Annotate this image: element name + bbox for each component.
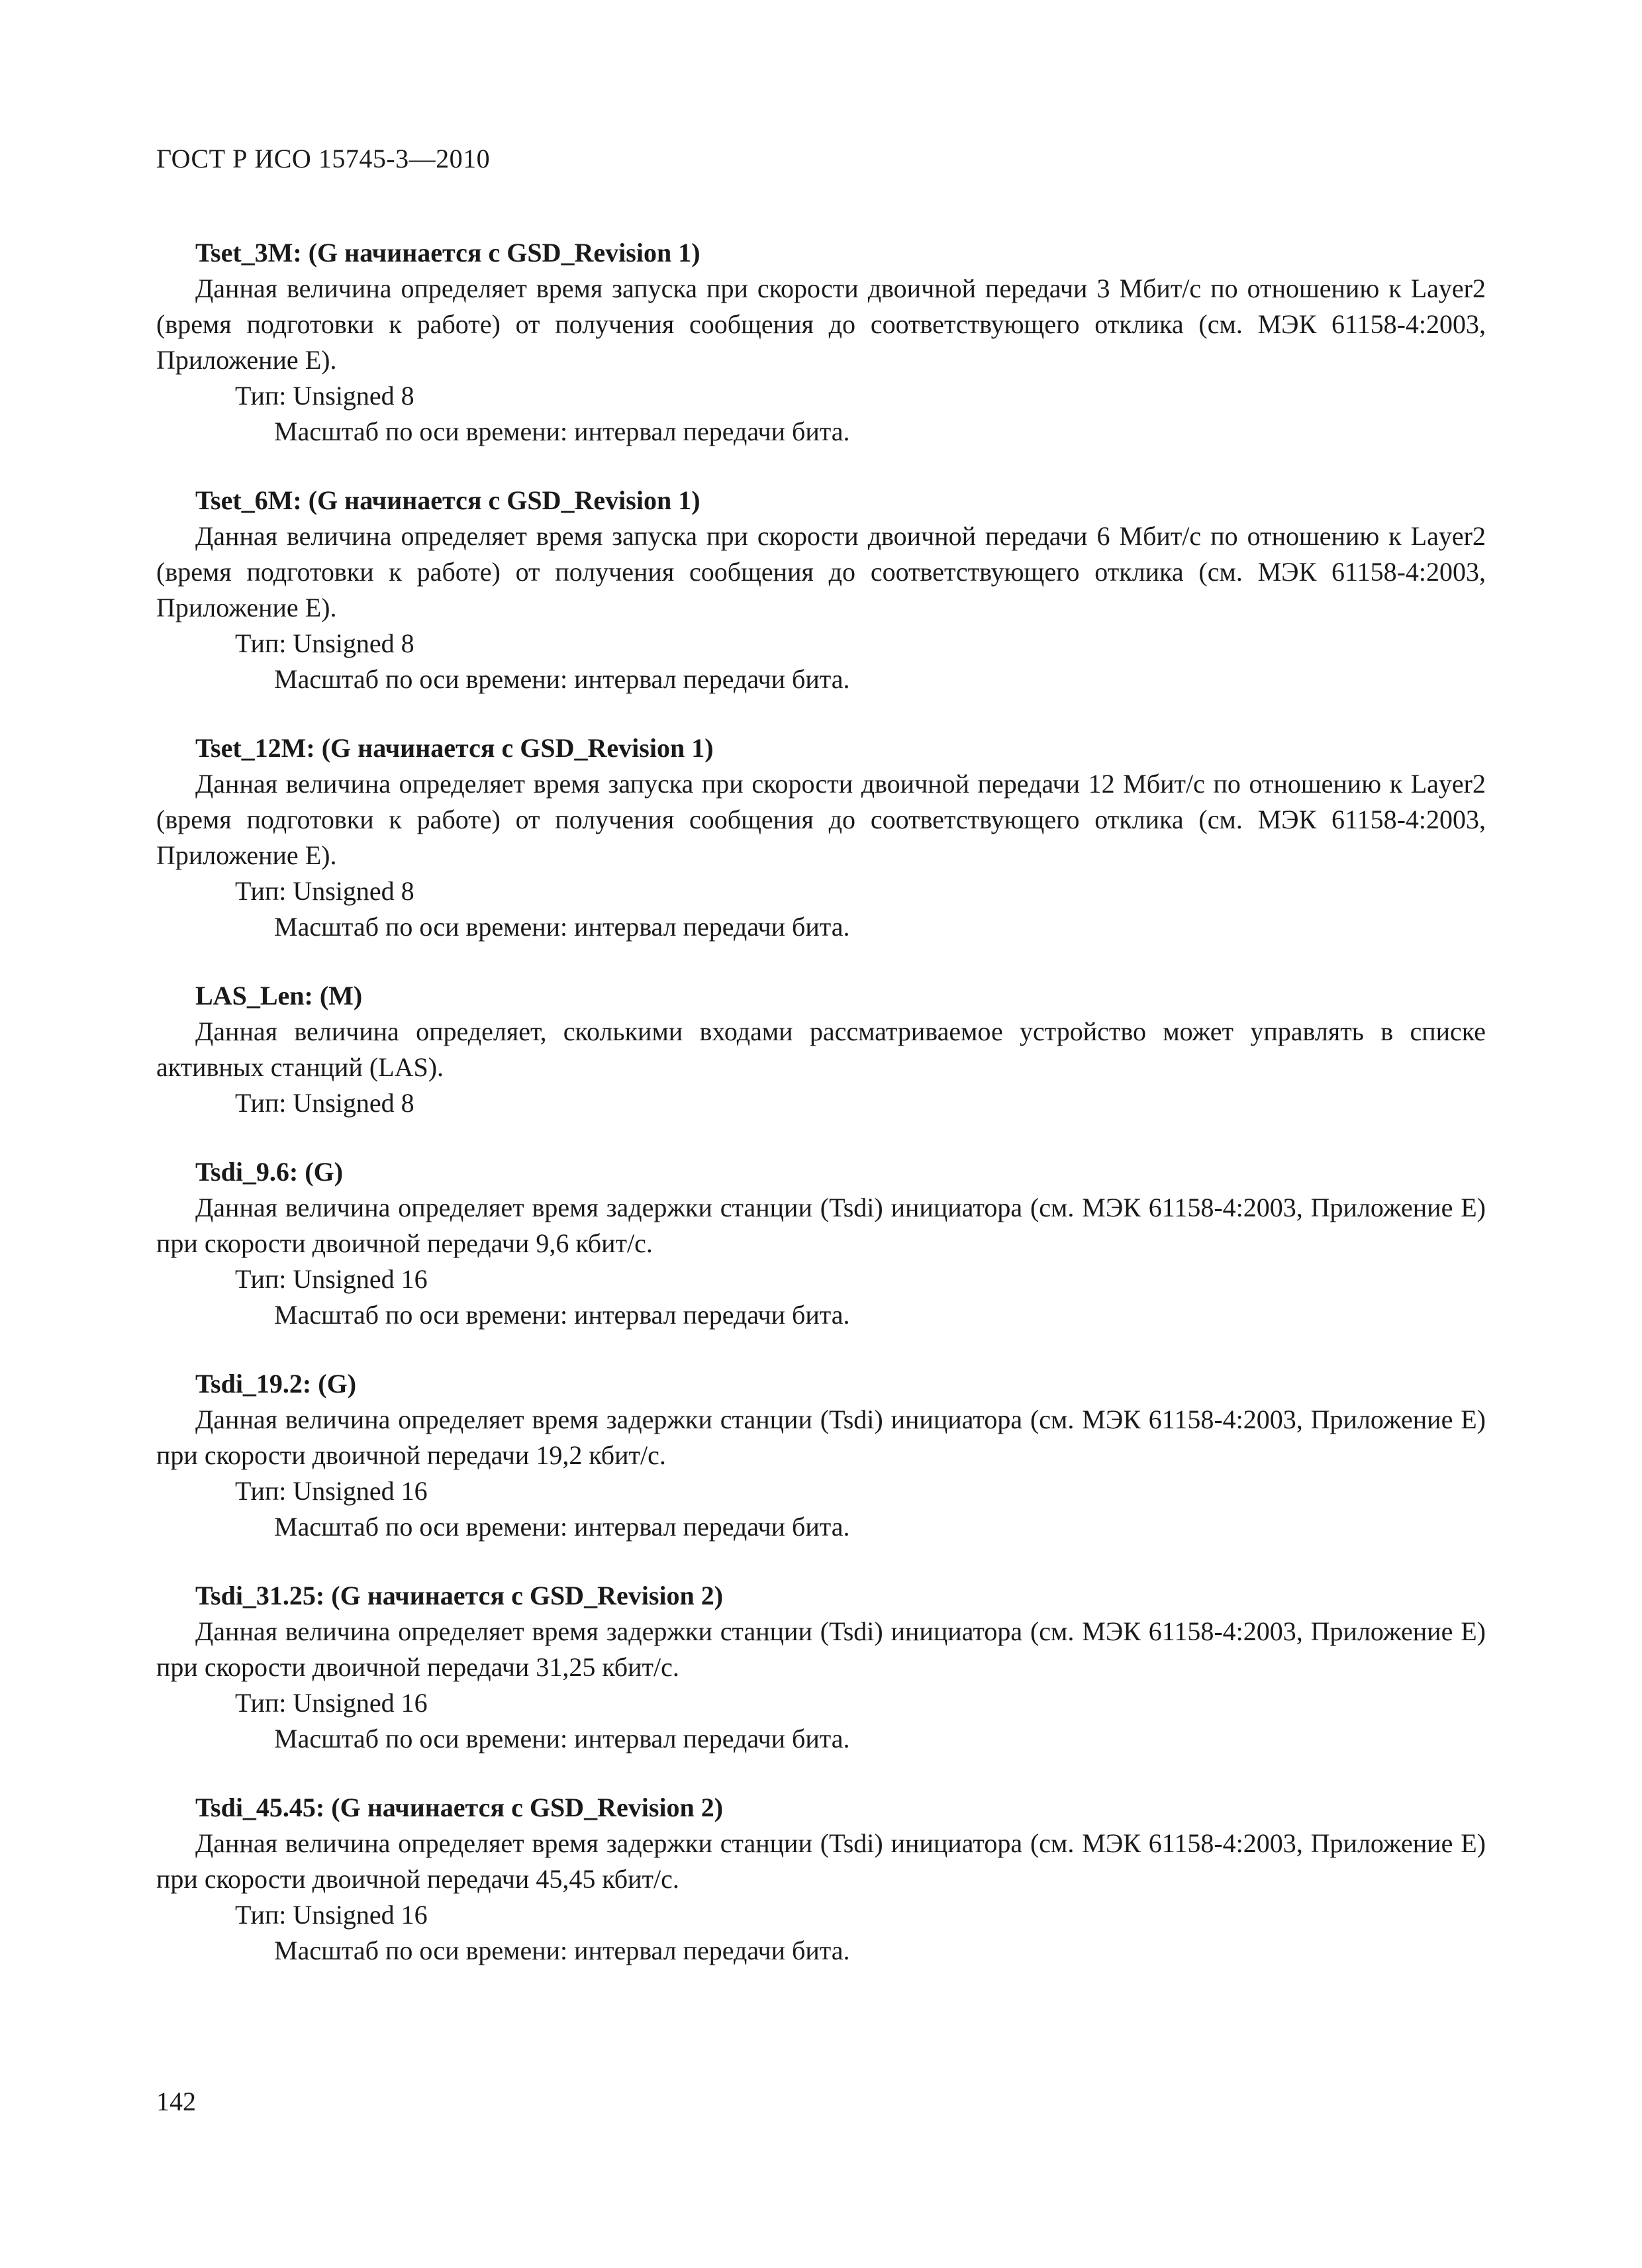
parameter-entry [156, 1154, 1486, 1333]
parameter-title: Tset_3M: (G начинается с GSD_Revision 1) [195, 238, 700, 268]
page-header-standard: ГОСТ Р ИСО 15745-3—2010 [156, 144, 491, 173]
parameter-entry [156, 978, 1486, 1121]
parameter-title: Tsdi_45.45: (G начинается с GSD_Revision 2) [195, 1793, 724, 1822]
parameter-entry [156, 730, 1486, 945]
parameter-scale: Масштаб по оси времени: интервал передачи бита. [274, 1724, 850, 1753]
parameter-type: Тип: Unsigned 8 [235, 876, 414, 906]
parameter-title: LAS_Len: (M) [195, 981, 363, 1011]
parameter-type: Тип: Unsigned 16 [235, 1476, 428, 1506]
parameter-description: Данная величина определяет время запуска при скорости двоичной передачи 3 Мбит/с по отношению к Layer2 (время подготовки к работе) от получения сообщения до соответствующего отклика (см. МЭК 61158-4:2003, Приложение Е). [156, 273, 1486, 375]
parameter-entry [156, 235, 1486, 450]
parameter-description: Данная величина определяет время задержки станции (Tsdi) инициатора (см. МЭК 61158-4:2003, Приложение Е) при скорости двоичной передачи 31,25 кбит/с. [156, 1616, 1486, 1682]
parameter-description: Данная величина определяет время задержки станции (Tsdi) инициатора (см. МЭК 61158-4:2003, Приложение Е) при скорости двоичной передачи 45,45 кбит/с. [156, 1828, 1486, 1894]
parameter-description: Данная величина определяет время задержки станции (Tsdi) инициатора (см. МЭК 61158-4:2003, Приложение Е) при скорости двоичной передачи 9,6 кбит/с. [156, 1193, 1486, 1258]
parameter-title: Tset_12M: (G начинается с GSD_Revision 1) [195, 733, 714, 763]
parameter-description: Данная величина определяет, сколькими входами рассматриваемое устройство может управлять в списке активных станций (LAS). [156, 1016, 1486, 1082]
parameter-title: Tsdi_19.2: (G) [195, 1369, 357, 1399]
parameter-type: Тип: Unsigned 8 [235, 381, 414, 411]
parameter-entry [156, 1366, 1486, 1545]
parameter-entry [156, 1790, 1486, 1969]
parameter-title: Tsdi_31.25: (G начинается с GSD_Revision 2) [195, 1581, 724, 1610]
parameter-description: Данная величина определяет время запуска при скорости двоичной передачи 12 Мбит/с по отношению к Layer2 (время подготовки к работе) от получения сообщения до соответствующего отклика (см. МЭК 61158-4:2003, Приложение Е). [156, 769, 1486, 870]
parameter-type: Тип: Unsigned 8 [235, 628, 414, 658]
parameter-scale: Масштаб по оси времени: интервал передачи бита. [274, 417, 850, 446]
parameter-entry [156, 483, 1486, 697]
parameter-description: Данная величина определяет время запуска при скорости двоичной передачи 6 Мбит/с по отношению к Layer2 (время подготовки к работе) от получения сообщения до соответствующего отклика (см. МЭК 61158-4:2003, Приложение Е). [156, 521, 1486, 622]
parameter-title: Tset_6M: (G начинается с GSD_Revision 1) [195, 485, 700, 515]
parameter-scale: Масштаб по оси времени: интервал передачи бита. [274, 1512, 850, 1542]
page-number: 142 [156, 2087, 196, 2116]
parameter-scale: Масштаб по оси времени: интервал передачи бита. [274, 664, 850, 694]
parameter-type: Тип: Unsigned 16 [235, 1688, 428, 1718]
parameter-type: Тип: Unsigned 8 [235, 1088, 414, 1118]
parameter-type: Тип: Unsigned 16 [235, 1264, 428, 1294]
parameter-scale: Масштаб по оси времени: интервал передачи бита. [274, 1936, 850, 1965]
parameter-entry [156, 1578, 1486, 1757]
parameter-type: Тип: Unsigned 16 [235, 1900, 428, 1930]
document-body [156, 235, 1486, 2002]
parameter-scale: Масштаб по оси времени: интервал передачи бита. [274, 912, 850, 942]
parameter-scale: Масштаб по оси времени: интервал передачи бита. [274, 1300, 850, 1330]
parameter-title: Tsdi_9.6: (G) [195, 1157, 344, 1187]
parameter-description: Данная величина определяет время задержки станции (Tsdi) инициатора (см. МЭК 61158-4:2003, Приложение Е) при скорости двоичной передачи 19,2 кбит/с. [156, 1405, 1486, 1470]
